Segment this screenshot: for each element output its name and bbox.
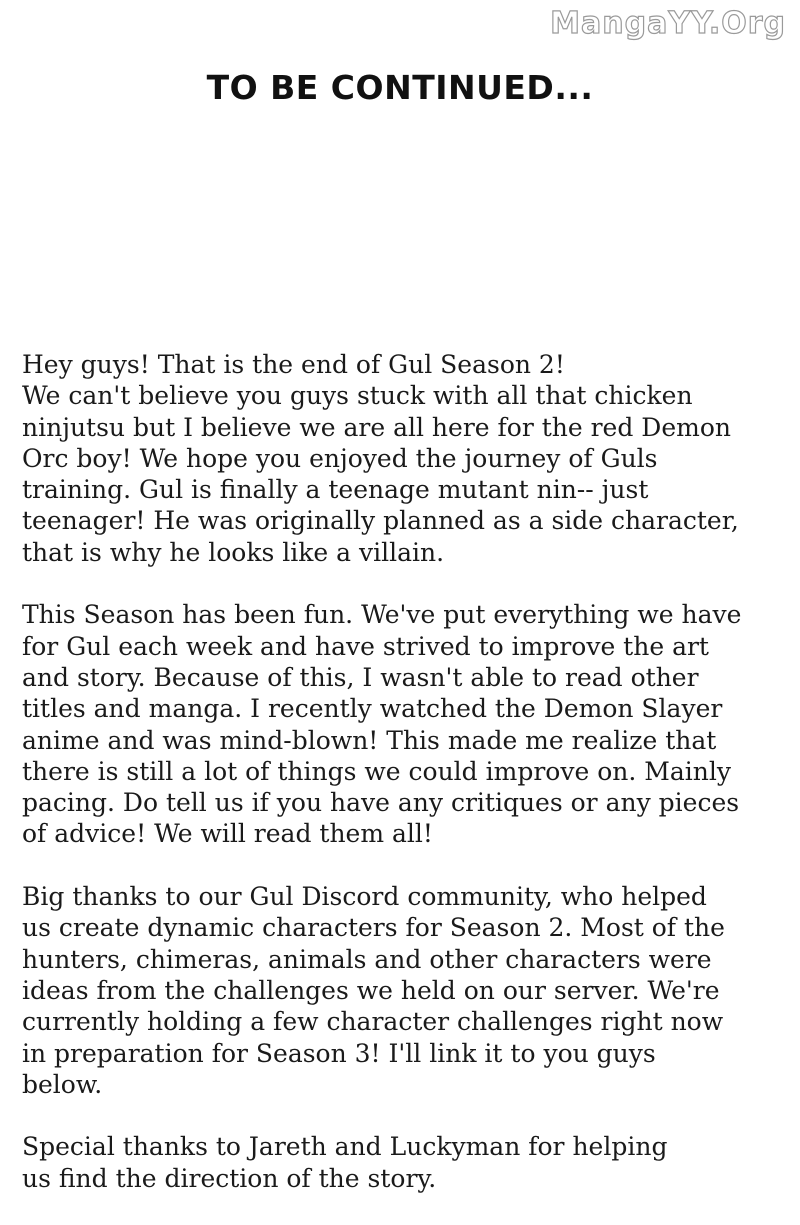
- text-line: titles and manga. I recently watched the Demon Slayer: [22, 694, 723, 724]
- text-line: Hey guys! That is the end of Gul Season 2!: [22, 350, 565, 379]
- afterword-text: [22, 349, 792, 1225]
- text-line: teenager! He was originally planned as a side character,: [22, 506, 739, 536]
- text-line: ideas from the challenges we held on our server. We're: [22, 975, 720, 1005]
- text-line: and story. Because of this, I wasn't able to read other: [22, 662, 699, 692]
- text-line: currently holding a few character challenges right now: [22, 1007, 724, 1037]
- afterword-paragraph-1: [22, 349, 792, 568]
- text-line: below.: [22, 1069, 103, 1099]
- text-line: us find the direction of the story.: [22, 1163, 437, 1193]
- text-line: us create dynamic characters for Season 2. Most of the: [22, 913, 725, 943]
- text-line: hunters, chimeras, animals and other characters were: [22, 944, 712, 974]
- text-line: Big thanks to our Gul Discord community, who helped: [22, 882, 707, 912]
- afterword-paragraph-2: [22, 599, 792, 849]
- watermark: MangaYY.Org: [550, 6, 786, 41]
- text-line: We can't believe you guys stuck with all that chicken: [22, 381, 693, 411]
- text-line: pacing. Do tell us if you have any critiques or any pieces: [22, 788, 740, 818]
- text-line: Orc boy! We hope you enjoyed the journey of Guls: [22, 443, 658, 473]
- text-line: in preparation for Season 3! I'll link it to you guys: [22, 1038, 656, 1068]
- text-line: This Season has been fun. We've put everything we have: [22, 600, 742, 630]
- text-line: of advice! We will read them all!: [22, 819, 433, 849]
- text-line: that is why he looks like a villain.: [22, 537, 445, 567]
- page-title: TO BE CONTINUED...: [206, 68, 594, 107]
- afterword-paragraph-3: [22, 881, 792, 1100]
- afterword-paragraph-4: [22, 1131, 792, 1194]
- text-line: Special thanks to Jareth and Luckyman for helping: [22, 1132, 668, 1162]
- text-line: there is still a lot of things we could improve on. Mainly: [22, 756, 731, 786]
- text-line: anime and was mind-blown! This made me realize that: [22, 725, 717, 755]
- text-line: ninjutsu but I believe we are all here for the red Demon: [22, 412, 731, 442]
- text-line: training. Gul is finally a teenage mutant nin-- just: [22, 475, 649, 505]
- text-line: for Gul each week and have strived to improve the art: [22, 631, 709, 661]
